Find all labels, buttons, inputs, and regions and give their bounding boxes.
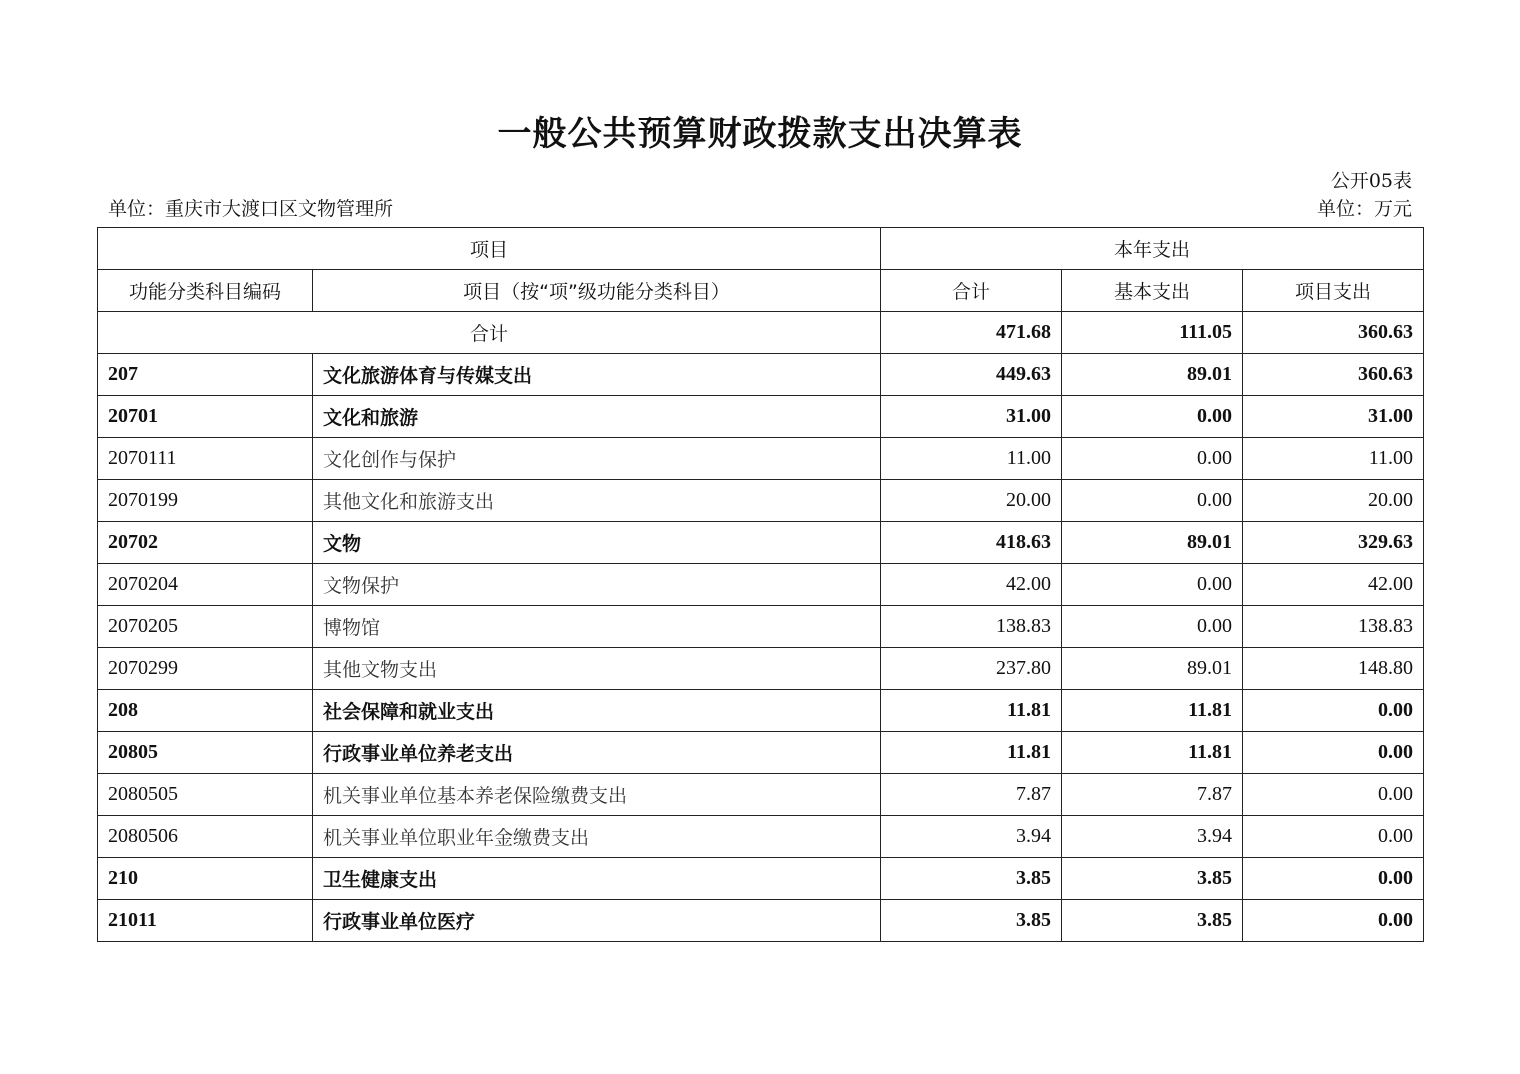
row-basic: 0.00 xyxy=(1062,564,1243,606)
row-name: 行政事业单位医疗 xyxy=(313,900,881,942)
row-code: 2080506 xyxy=(98,816,313,858)
page-title: 一般公共预算财政拨款支出决算表 xyxy=(497,114,1023,154)
row-code: 2070199 xyxy=(98,480,313,522)
total-total: 471.68 xyxy=(881,312,1062,354)
row-total: 418.63 xyxy=(881,522,1062,564)
row-total: 3.85 xyxy=(881,900,1062,942)
unit-currency: 单位：万元 xyxy=(1316,198,1412,220)
row-code: 2080505 xyxy=(98,774,313,816)
unit-organization: 单位：重庆市大渡口区文物管理所 xyxy=(108,198,394,220)
header-item: 项目（按“项”级功能分类科目） xyxy=(313,270,881,312)
table-row xyxy=(98,564,1424,606)
row-code: 20702 xyxy=(98,522,313,564)
row-code: 2070205 xyxy=(98,606,313,648)
row-total: 31.00 xyxy=(881,396,1062,438)
header-row-1 xyxy=(98,228,1424,270)
header-basic: 基本支出 xyxy=(1062,270,1243,312)
row-code: 2070299 xyxy=(98,648,313,690)
row-code: 21011 xyxy=(98,900,313,942)
header-project-expense: 项目支出 xyxy=(1243,270,1424,312)
row-code: 2070204 xyxy=(98,564,313,606)
row-project: 11.00 xyxy=(1243,438,1424,480)
row-project: 0.00 xyxy=(1243,732,1424,774)
table-row xyxy=(98,522,1424,564)
table-row xyxy=(98,732,1424,774)
header-total: 合计 xyxy=(881,270,1062,312)
row-code: 20701 xyxy=(98,396,313,438)
table-row xyxy=(98,690,1424,732)
total-row xyxy=(98,312,1424,354)
row-project: 138.83 xyxy=(1243,606,1424,648)
table-row xyxy=(98,816,1424,858)
total-project: 360.63 xyxy=(1243,312,1424,354)
row-name: 文化和旅游 xyxy=(313,396,881,438)
budget-table xyxy=(97,227,1424,942)
table-row xyxy=(98,900,1424,942)
row-basic: 7.87 xyxy=(1062,774,1243,816)
row-total: 11.81 xyxy=(881,690,1062,732)
row-basic: 3.85 xyxy=(1062,900,1243,942)
row-project: 148.80 xyxy=(1243,648,1424,690)
row-name: 文化旅游体育与传媒支出 xyxy=(313,354,881,396)
row-project: 42.00 xyxy=(1243,564,1424,606)
row-code: 210 xyxy=(98,858,313,900)
row-total: 20.00 xyxy=(881,480,1062,522)
row-code: 2070111 xyxy=(98,438,313,480)
row-total: 11.00 xyxy=(881,438,1062,480)
row-basic: 3.85 xyxy=(1062,858,1243,900)
row-project: 20.00 xyxy=(1243,480,1424,522)
row-name: 社会保障和就业支出 xyxy=(313,690,881,732)
row-total: 3.85 xyxy=(881,858,1062,900)
row-code: 208 xyxy=(98,690,313,732)
row-project: 0.00 xyxy=(1243,774,1424,816)
header-project: 项目 xyxy=(98,228,881,270)
row-total: 3.94 xyxy=(881,816,1062,858)
row-total: 7.87 xyxy=(881,774,1062,816)
row-project: 31.00 xyxy=(1243,396,1424,438)
row-project: 0.00 xyxy=(1243,816,1424,858)
row-name: 卫生健康支出 xyxy=(313,858,881,900)
row-basic: 11.81 xyxy=(1062,732,1243,774)
row-total: 42.00 xyxy=(881,564,1062,606)
row-total: 449.63 xyxy=(881,354,1062,396)
row-basic: 0.00 xyxy=(1062,396,1243,438)
total-basic: 111.05 xyxy=(1062,312,1243,354)
row-project: 360.63 xyxy=(1243,354,1424,396)
row-total: 237.80 xyxy=(881,648,1062,690)
row-project: 0.00 xyxy=(1243,858,1424,900)
row-basic: 0.00 xyxy=(1062,606,1243,648)
table-row xyxy=(98,354,1424,396)
row-basic: 89.01 xyxy=(1062,648,1243,690)
table-row xyxy=(98,858,1424,900)
row-project: 329.63 xyxy=(1243,522,1424,564)
form-number: 公开05表 xyxy=(1330,170,1412,192)
header-current-year: 本年支出 xyxy=(881,228,1424,270)
row-basic: 0.00 xyxy=(1062,438,1243,480)
row-total: 138.83 xyxy=(881,606,1062,648)
row-name: 文物 xyxy=(313,522,881,564)
row-name: 机关事业单位职业年金缴费支出 xyxy=(313,816,881,858)
row-name: 其他文化和旅游支出 xyxy=(313,480,881,522)
header-code: 功能分类科目编码 xyxy=(98,270,313,312)
table-row xyxy=(98,606,1424,648)
table-row xyxy=(98,648,1424,690)
row-name: 其他文物支出 xyxy=(313,648,881,690)
header-row-2 xyxy=(98,270,1424,312)
row-basic: 11.81 xyxy=(1062,690,1243,732)
table-row xyxy=(98,774,1424,816)
row-total: 11.81 xyxy=(881,732,1062,774)
row-project: 0.00 xyxy=(1243,900,1424,942)
row-project: 0.00 xyxy=(1243,690,1424,732)
row-name: 文物保护 xyxy=(313,564,881,606)
row-name: 行政事业单位养老支出 xyxy=(313,732,881,774)
total-label: 合计 xyxy=(98,312,881,354)
row-basic: 89.01 xyxy=(1062,354,1243,396)
table-row xyxy=(98,480,1424,522)
row-code: 20805 xyxy=(98,732,313,774)
row-basic: 89.01 xyxy=(1062,522,1243,564)
row-code: 207 xyxy=(98,354,313,396)
table-row xyxy=(98,438,1424,480)
row-name: 机关事业单位基本养老保险缴费支出 xyxy=(313,774,881,816)
row-basic: 3.94 xyxy=(1062,816,1243,858)
table-row xyxy=(98,396,1424,438)
row-name: 博物馆 xyxy=(313,606,881,648)
row-name: 文化创作与保护 xyxy=(313,438,881,480)
row-basic: 0.00 xyxy=(1062,480,1243,522)
